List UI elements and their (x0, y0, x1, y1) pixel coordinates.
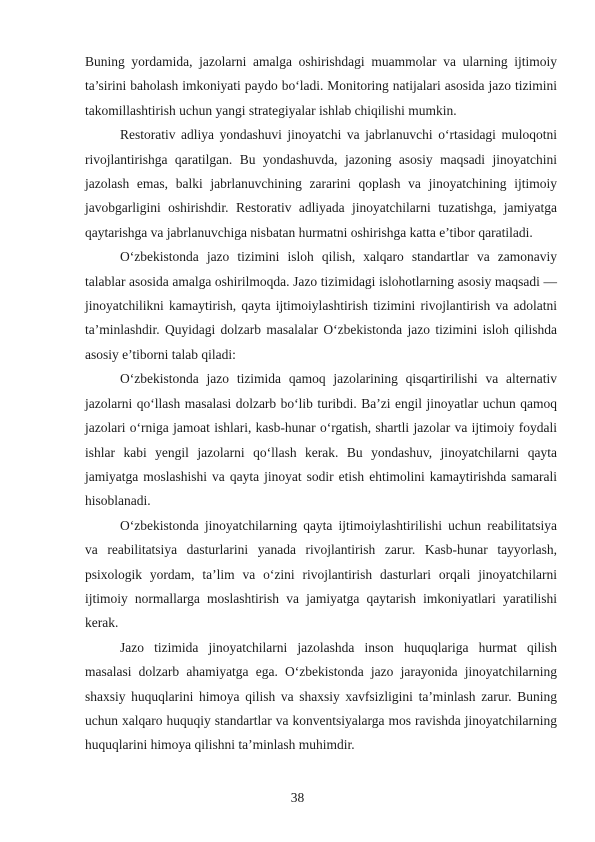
paragraph-restorative-justice: Restorativ adliya yondashuvi jinoyatchi va jabrlanuvchi o‘rtasidagi muloqotni rivojlantirishga qaratilgan. Bu yondashuvda, jazoning asosiy maqsadi jinoyatchini jazolash emas, balki jabrlanuvchining zararini qoplash va jinoyatchining ijtimoiy javobgarligini oshirishdir. Restorativ adliyada jinoyatchilarni tuzatishga, jamiyatga qaytarishga va jabrlanuvchiga nisbatan hurmatni oshirishga katta e’tibor qaratiladi. (85, 127, 557, 240)
paragraph-reform-overview: O‘zbekistonda jazo tizimini isloh qilish, xalqaro standartlar va zamonaviy talablar asosida amalga oshirilmoqda. Jazo tizimidagi islohotlarning asosiy maqsadi — jinoyatchilikni kamaytirish, qayta ijtimoiylashtirish tizimini rivojlantirish va adolatni ta’minlashdir. Quyidagi dolzarb masalalar O‘zbekistonda jazo tizimini isloh qilishda asosiy e’tiborni talab qiladi: (85, 249, 557, 362)
document-page (85, 50, 557, 758)
paragraph-alternative-punishments: O‘zbekistonda jazo tizimida qamoq jazolarining qisqartirilishi va alternativ jazolarni qo‘llash masalasi dolzarb bo‘lib turibdi. Ba’zi engil jinoyatlar uchun qamoq jazolari o‘rniga jamoat ishlari, kasb-hunar o‘rgatish, shartli jazolar va ijtimoiy foydali ishlar kabi yengil jazolarni qo‘llash kerak. Bu yondashuv, jinoyatchilarni qayta jamiyatga moslashishi va qayta jinoyat sodir etish ehtimolini kamaytirishda samarali hisoblanadi. (85, 371, 557, 509)
page-number: 38 (290, 790, 305, 805)
paragraph-monitoring: Buning yordamida, jazolarni amalga oshirishdagi muammolar va ularning ijtimoiy ta’sirini baholash imkoniyati paydo bo‘ladi. Monitoring natijalari asosida jazo tizimini takomillashtirish uchun yangi strategiyalar ishlab chiqilishi mumkin. (85, 54, 557, 118)
paragraph-human-rights: Jazo tizimida jinoyatchilarni jazolashda inson huquqlariga hurmat qilish masalasi dolzarb ahamiyatga ega. O‘zbekistonda jazo jarayonida jinoyatchilarning shaxsiy huquqlarini himoya qilish va shaxsiy xavfsizligini ta’minlash zarur. Buning uchun xalqaro huquqiy standartlar va konventsiyalarga mos ravishda jinoyatchilarning huquqlarini himoya qilishni ta’minlash muhimdir. (85, 639, 557, 753)
paragraph-rehabilitation: O‘zbekistonda jinoyatchilarning qayta ijtimoiylashtirilishi uchun reabilitatsiya va reabilitatsiya dasturlarini yanada rivojlantirish zarur. Kasb-hunar tayyorlash, psixologik yordam, ta’lim va o‘zini rivojlantirish dasturlari orqali jinoyatchilarni ijtimoiy normallarga moslashtirish va jamiyatga qaytarish imkoniyatlari yaratilishi kerak. (85, 517, 557, 631)
